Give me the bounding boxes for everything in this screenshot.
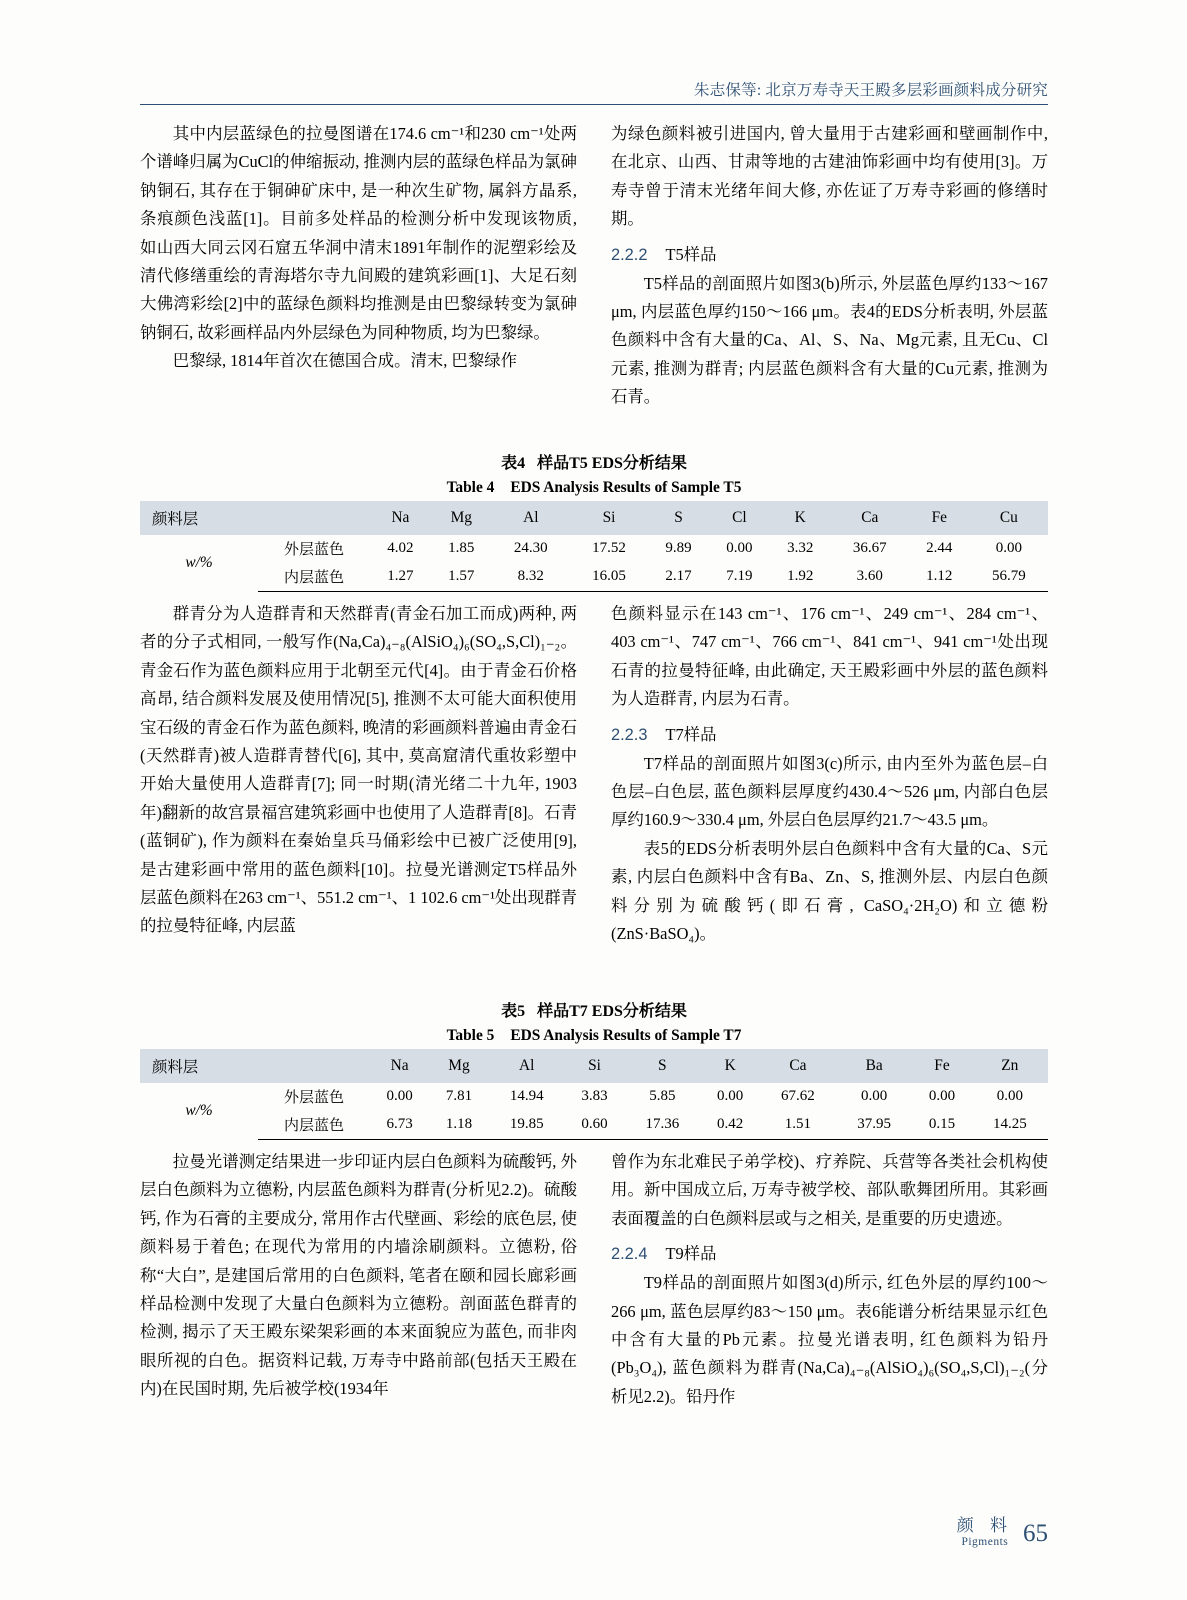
table-5-title-en: EDS Analysis Results of Sample T7 [510, 1027, 742, 1044]
table-5-title-cn: 样品T7 EDS分析结果 [537, 1003, 687, 1020]
journal-name-cn: 颜 料 [956, 1515, 1013, 1535]
table-5-label-cn: 表5 [501, 1003, 526, 1020]
table-5-header-cell [258, 1049, 370, 1083]
table-4 [140, 501, 1048, 592]
table-4-cell: 3.60 [831, 563, 909, 592]
table-5-cell: 0.00 [717, 1088, 744, 1104]
table-4-cell: 0.00 [726, 540, 753, 556]
table-4-cell: 0.00 [995, 540, 1022, 556]
paragraph: 曾作为东北难民子弟学校)、疗养院、兵营等各类社会机构使用。新中国成立后, 万寿寺被学校、部队歌舞团所用。其彩画表面覆盖的白色颜料层或与之相关, 是重要的历史遗迹。 [611, 1152, 1048, 1228]
table-5-caption-en [140, 1024, 1048, 1047]
table-4-cell: 1.27 [370, 563, 431, 592]
journal-name-en: Pigments [961, 1535, 1009, 1548]
table-4-header-cell: K [770, 501, 831, 535]
table-4-cell: 1.57 [431, 563, 492, 592]
section-title: T9样品 [665, 1244, 717, 1264]
table-4-header-cell [258, 501, 370, 535]
table-4-block [140, 452, 1048, 592]
section-title: T7样品 [665, 724, 717, 744]
table-5-header-cell: Al [489, 1049, 565, 1083]
table-5-cell: 0.00 [861, 1088, 888, 1104]
table-5-layer-label: 内层蓝色 [258, 1111, 370, 1140]
table-5-cell: 0.00 [928, 1088, 956, 1104]
table-4-cell: 17.52 [592, 540, 626, 556]
table-4-header-cell: Ca [831, 501, 909, 535]
table-4-cell: 36.67 [852, 540, 887, 556]
paragraph: T7样品的剖面照片如图3(c)所示, 由内至外为蓝色层–白色层–白色层, 蓝色颜料层厚度约430.4～526 μm, 内部白色层厚约160.9～330.4 μm, 外层白色层厚约21.7～43.5 μm。 [611, 753, 1048, 830]
table-4-caption-en [140, 476, 1048, 499]
table-4-body [140, 535, 1048, 592]
right-column-bottom [611, 1148, 1048, 1478]
table-4-cell: 1.85 [448, 540, 475, 556]
section-heading-2-2-3 [611, 720, 1048, 750]
paragraph: 色颜料显示在143 cm⁻¹、176 cm⁻¹、249 cm⁻¹、284 cm⁻¹、403 cm⁻¹、747 cm⁻¹、766 cm⁻¹、841 cm⁻¹、941 cm⁻¹处出现石青的拉曼特征峰, 由此确定, 天王殿彩画中外层的蓝色颜料为人造群青, 内层为石青。 [611, 604, 1048, 709]
table-4-layer-label: 外层蓝色 [283, 542, 344, 558]
table-5-cell: 0.15 [912, 1111, 971, 1140]
table-4-cell: 16.05 [570, 563, 648, 592]
table-5-header-cell: Fe [912, 1049, 971, 1083]
table-5-cell: 0.00 [386, 1088, 413, 1104]
table-4-cell: 56.79 [970, 563, 1048, 592]
table-5-head [140, 1049, 1048, 1083]
table-row [140, 1111, 1048, 1140]
right-column-middle [611, 600, 1048, 980]
left-column-top [140, 120, 577, 440]
table-4-header-cell: Mg [431, 501, 492, 535]
section-number: 2.2.2 [611, 245, 648, 264]
section-number: 2.2.3 [611, 725, 648, 744]
table-header-row [140, 1049, 1048, 1083]
table-5-header-cell: S [624, 1049, 700, 1083]
table-5-unit-label: w/% [185, 1101, 213, 1119]
table-4-cell: 2.44 [926, 540, 953, 556]
table-4-header-cell: Al [492, 501, 570, 535]
table-5-cell: 0.60 [565, 1111, 624, 1140]
table-4-cell: 4.02 [387, 540, 414, 556]
table-row [140, 535, 1048, 563]
running-header: 朱志保等: 北京万寿寺天王殿多层彩画颜料成分研究 [694, 82, 1048, 99]
table-5-header-cell: Ba [836, 1049, 912, 1083]
table-4-header-cell: Na [370, 501, 431, 535]
paragraph: 其中内层蓝绿色的拉曼图谱在174.6 cm⁻¹和230 cm⁻¹处两个谱峰归属为CuCl的伸缩振动, 推测内层的蓝绿色样品为氯砷钠铜石, 其存在于铜砷矿床中, 是一种次生矿物, 属斜方晶系, 条痕颜色浅蓝[1]。目前多处样品的检测分析中发现该物质, 如山西大同云冈石窟五华洞中清末1891年制作的泥塑彩绘及清代修缮重绘的青海塔尔寺九间殿的建筑彩画[1]、大足石刻大佛湾彩绘[2]中的蓝绿色颜料均推测是由巴黎绿转变为氯砷钠铜石, 故彩画样品内外层绿色为同种物质, 均为巴黎绿。 [140, 124, 577, 342]
table-4-header-cell: Cl [709, 501, 770, 535]
paragraph: 表5的EDS分析表明外层白色颜料中含有大量的Ca、S元素, 内层白色颜料中含有Ba、Zn、S, 推测外层、内层白色颜料分别为硫酸钙(即石膏, CaSO₄·2H₂O)和立德粉(ZnS·BaSO₄)。 [611, 838, 1048, 944]
table-5-cell: 3.83 [581, 1088, 608, 1104]
table-4-caption-cn [140, 452, 1048, 476]
table-4-header-cell: Fe [909, 501, 970, 535]
table-5-cell: 14.94 [509, 1088, 544, 1104]
table-4-header-cell: Cu [970, 501, 1048, 535]
table-4-header-cell: 颜料层 [140, 501, 258, 535]
section-number: 2.2.4 [611, 1245, 648, 1264]
table-5-header-cell: K [700, 1049, 759, 1083]
paragraph: 巴黎绿, 1814年首次在德国合成。清末, 巴黎绿作 [172, 351, 517, 371]
page-footer [957, 1517, 1048, 1549]
table-5-caption-cn [140, 1000, 1048, 1024]
table-4-header-cell: Si [570, 501, 648, 535]
table-5-header-cell: Si [565, 1049, 624, 1083]
section-heading-2-2-2 [611, 240, 1048, 270]
table-5-header-cell: 颜料层 [140, 1049, 258, 1083]
table-4-cell: 24.30 [513, 540, 548, 556]
table-4-cell: 8.32 [492, 563, 570, 592]
table-header-row [140, 501, 1048, 535]
table-5-header-cell: Mg [429, 1049, 488, 1083]
table-5-cell: 14.25 [972, 1111, 1048, 1140]
table-5-cell: 0.00 [996, 1088, 1023, 1104]
table-5-cell: 17.36 [624, 1111, 700, 1140]
section-title: T5样品 [665, 244, 717, 264]
table-4-cell: 3.32 [787, 540, 814, 556]
table-5-cell: 1.51 [760, 1111, 836, 1140]
table-4-cell: 1.92 [770, 563, 831, 592]
table-4-header-cell: S [648, 501, 709, 535]
left-column-middle [140, 600, 577, 980]
paragraph: T9样品的剖面照片如图3(d)所示, 红色外层的厚约100～266 μm, 蓝色层厚约83～150 μm。表6能谱分析结果显示红色中含有大量的Pb元素。拉曼光谱表明, 红色颜料为铅丹(Pb₃O₄), 蓝色颜料为群青(Na,Ca)₄₋₈(AlSiO₄)₆(SO₄,S,Cl)₁₋₂(分析见2.2)。铅丹作 [611, 1273, 1048, 1406]
section-heading-2-2-4 [611, 1239, 1048, 1269]
table-5-block [140, 1000, 1048, 1140]
paragraph: T5样品的剖面照片如图3(b)所示, 外层蓝色厚约133～167 μm, 内层蓝色厚约150～166 μm。表4的EDS分析表明, 外层蓝色颜料中含有大量的Ca、Al、S、Na、Mg元素, 且无Cu、Cl元素, 推测为群青; 内层蓝色颜料含有大量的Cu元素, 推测为石青。 [611, 273, 1048, 407]
table-5-cell: 67.62 [781, 1088, 815, 1104]
table-5-header-cell: Zn [972, 1049, 1048, 1083]
table-5-label-en: Table 5 [446, 1027, 495, 1044]
left-column-bottom [140, 1148, 577, 1478]
table-5-cell: 0.42 [700, 1111, 759, 1140]
table-4-layer-label: 内层蓝色 [258, 563, 370, 592]
table-5-cell: 5.85 [649, 1088, 676, 1104]
right-column-top [611, 120, 1048, 440]
table-5-header-cell: Na [370, 1049, 429, 1083]
table-5 [140, 1049, 1048, 1140]
table-5-layer-label: 外层蓝色 [283, 1090, 344, 1106]
header-divider [140, 104, 1048, 105]
paragraph: 为绿色颜料被引进国内, 曾大量用于古建彩画和壁画制作中, 在北京、山西、甘肃等地的古建油饰彩画中均有使用[3]。万寿寺曾于清末光绪年间大修, 亦佐证了万寿寺彩画的修缮时期。 [611, 124, 1048, 229]
table-4-cell: 9.89 [665, 540, 692, 556]
paragraph: 拉曼光谱测定结果进一步印证内层白色颜料为硫酸钙, 外层白色颜料为立德粉, 内层蓝色颜料为群青(分析见2.2)。硫酸钙, 作为石膏的主要成分, 常用作古代壁画、彩绘的底色层, 使颜料易于着色; 在现代为常用的内墙涂刷颜料。立德粉, 俗称“大白”, 是建国后常用的白色颜料, 笔者在颐和园长廊彩画样品检测中发现了大量白色颜料为立德粉。剖面蓝色群青的检测, 揭示了天王殿东梁架彩画的本来面貌应为蓝色, 而非肉眼所视的白色。据资料记载, 万寿寺中路前部(包括天王殿在内)在民国时期, 先后被学校(1934年 [140, 1152, 577, 1399]
table-5-cell: 6.73 [370, 1111, 429, 1140]
table-4-label-en: Table 4 [446, 479, 495, 496]
page-number: 65 [1023, 1520, 1048, 1547]
table-5-cell: 7.81 [445, 1088, 473, 1104]
table-4-label-cn: 表4 [501, 455, 526, 472]
table-4-cell: 2.17 [648, 563, 709, 592]
table-5-cell: 1.18 [429, 1111, 488, 1140]
table-row [140, 1083, 1048, 1111]
table-4-unit-label: w/% [185, 553, 213, 571]
table-4-title-en: EDS Analysis Results of Sample T5 [510, 479, 742, 496]
table-4-head [140, 501, 1048, 535]
table-4-title-cn: 样品T5 EDS分析结果 [537, 455, 687, 472]
table-5-cell: 37.95 [836, 1111, 912, 1140]
table-4-cell: 1.12 [909, 563, 970, 592]
table-5-body [140, 1083, 1048, 1140]
table-5-header-cell: Ca [760, 1049, 836, 1083]
table-4-cell: 7.19 [709, 563, 770, 592]
table-5-cell: 19.85 [489, 1111, 565, 1140]
table-row [140, 563, 1048, 592]
paragraph: 群青分为人造群青和天然群青(青金石加工而成)两种, 两者的分子式相同, 一般写作(Na,Ca)₄₋₈(AlSiO₄)₆(SO₄,S,Cl)₁₋₂。青金石作为蓝色颜料应用于北朝至元代[4]。由于青金石价格高昂, 结合颜料发展及使用情况[5], 推测不太可能大面积使用宝石级的青金石作为蓝色颜料, 晚清的彩画颜料普遍由青金石(天然群青)被人造群青替代[6], 其中, 莫高窟清代重妆彩塑中开始大量使用人造群青[7]; 同一时期(清光绪二十九年, 1903年)翻新的故宫景福宫建筑彩画中也使用了人造群青[8]。石青(蓝铜矿), 作为颜料在秦始皇兵马俑彩绘中已被广泛使用[9], 是古建彩画中常用的蓝色颜料[10]。拉曼光谱测定T5样品外层蓝色颜料在263 cm⁻¹、551.2 cm⁻¹、1 102.6 cm⁻¹处出现群青的拉曼特征峰, 内层蓝 [140, 604, 577, 936]
